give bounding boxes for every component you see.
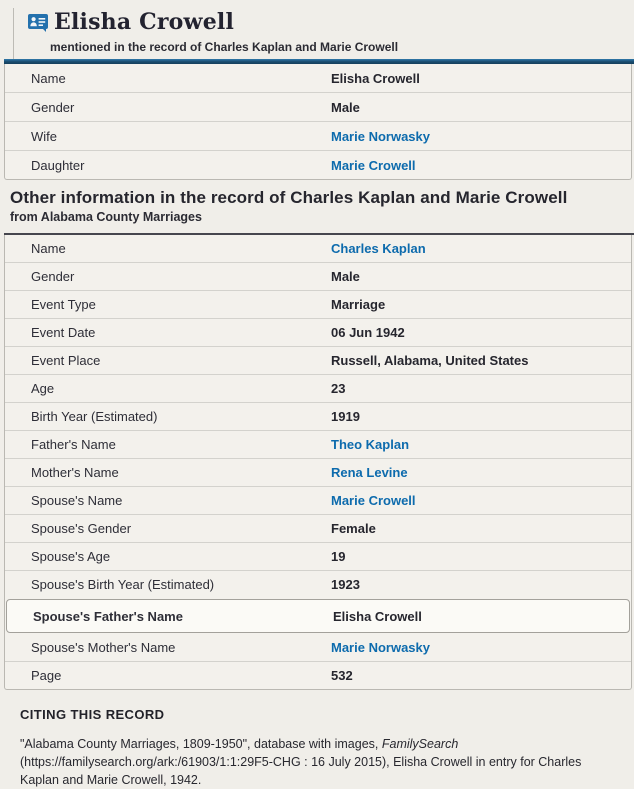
table-row [5, 235, 631, 262]
field-label: Gender [31, 99, 75, 115]
field-label: Event Type [31, 297, 96, 312]
citation-part2: (https://familysearch.org/ark:/61903/1:1:29F5-CHG : 16 July 2015), Elisha Crowell in entry for Charles Kaplan and Marie Crowell, 1942. [20, 755, 582, 788]
field-label: Name [31, 241, 66, 256]
field-label: Father's Name [31, 437, 116, 452]
table-row [5, 402, 631, 430]
field-value: 06 Jun 1942 [331, 325, 405, 340]
person-link[interactable]: Marie Crowell [331, 157, 416, 173]
field-label: Spouse's Name [31, 493, 123, 508]
field-value: 1919 [331, 409, 360, 424]
table-row [5, 318, 631, 346]
field-value: Female [331, 521, 376, 536]
person-record-icon [28, 14, 48, 37]
field-label: Age [31, 381, 55, 396]
field-value: 23 [331, 381, 346, 396]
table-row [6, 599, 630, 633]
person-summary-table [4, 64, 632, 180]
field-label: Spouse's Father's Name [33, 608, 183, 624]
field-label: Spouse's Age [31, 549, 111, 564]
table-row [5, 121, 631, 150]
field-label: Mother's Name [31, 465, 119, 480]
field-label: Name [31, 70, 66, 86]
field-label: Birth Year (Estimated) [31, 409, 158, 424]
field-value: Male [331, 269, 360, 284]
field-value: Russell, Alabama, United States [331, 353, 529, 368]
field-label: Event Place [31, 353, 101, 368]
field-label: Page [31, 668, 62, 683]
table-row [5, 92, 631, 121]
table-row [5, 64, 631, 92]
record-details-table [4, 235, 632, 690]
page-subtitle: mentioned in the record of Charles Kaplan and Marie Crowell [50, 40, 399, 54]
field-label: Spouse's Mother's Name [31, 640, 176, 655]
person-link[interactable]: Marie Norwasky [331, 640, 430, 655]
person-link[interactable]: Marie Crowell [331, 493, 416, 508]
field-label: Spouse's Birth Year (Estimated) [31, 577, 215, 592]
field-label: Daughter [31, 157, 85, 173]
table-row [5, 570, 631, 598]
page-title: Elisha Crowell [54, 9, 235, 35]
other-info-header [10, 188, 634, 224]
table-row [5, 514, 631, 542]
section-subtitle: from Alabama County Marriages [10, 210, 202, 224]
field-label: Spouse's Gender [31, 521, 132, 536]
field-value: Elisha Crowell [333, 608, 422, 624]
person-link[interactable]: Charles Kaplan [331, 241, 426, 256]
field-label: Event Date [31, 325, 96, 340]
citing-heading: CITING THIS RECORD [20, 707, 165, 722]
field-value: Elisha Crowell [331, 70, 420, 86]
person-link[interactable]: Theo Kaplan [331, 437, 410, 452]
table-row [5, 430, 631, 458]
field-label: Wife [31, 128, 57, 144]
field-label: Gender [31, 269, 75, 284]
table-row [5, 634, 631, 661]
field-value: Marriage [331, 297, 386, 312]
person-link[interactable]: Marie Norwasky [331, 128, 430, 144]
citation-source-name: FamilySearch [381, 737, 459, 751]
person-link[interactable]: Rena Levine [331, 465, 408, 480]
table-row [5, 374, 631, 402]
record-header [0, 0, 634, 59]
field-value: Male [331, 99, 360, 115]
field-value: 532 [331, 668, 353, 683]
table-row [5, 150, 631, 179]
field-value: 1923 [331, 577, 360, 592]
table-row [5, 542, 631, 570]
citation-text [20, 735, 612, 789]
table-row [5, 486, 631, 514]
citation-part1: "Alabama County Marriages, 1809-1950", database with images, [20, 737, 382, 751]
table-row [5, 458, 631, 486]
table-row [5, 346, 631, 374]
table-row [5, 262, 631, 290]
section-title: Other information in the record of Charles Kaplan and Marie Crowell [10, 188, 568, 207]
table-row [5, 661, 631, 689]
field-value: 19 [331, 549, 346, 564]
table-row [5, 290, 631, 318]
